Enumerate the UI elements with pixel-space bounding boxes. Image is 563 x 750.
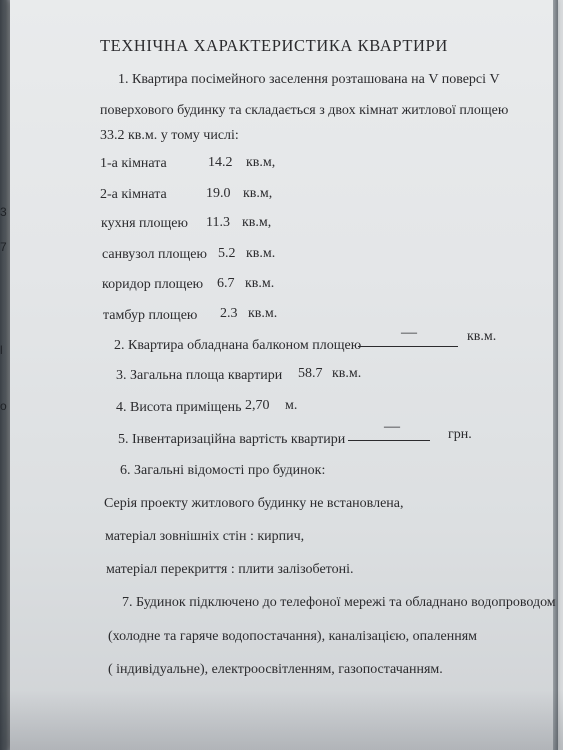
page-edge — [553, 0, 558, 750]
item-5-blank — [348, 418, 430, 446]
margin-mark-1: 3 — [0, 205, 7, 219]
room-1-value: 14.2 — [208, 155, 233, 170]
item-2-unit: кв.м. — [467, 329, 497, 344]
room-5-unit: кв.м. — [245, 276, 275, 291]
room-6-name: тамбур площею — [103, 308, 198, 323]
item-6-line-2: матеріал зовнішніх стін : кирпич, — [105, 529, 305, 544]
paragraph-1-line-3: 33.2 кв.м. у тому числі: — [100, 128, 239, 143]
room-6-value: 2.3 — [220, 306, 238, 321]
paragraph-1-line-2: поверхового будинку та складається з двох кімнат житлової площею — [100, 103, 509, 118]
document-page — [10, 0, 558, 750]
paragraph-1-line-1: 1. Квартира посімейного заселення розташована на V поверсі V — [118, 72, 500, 87]
item-5-label: 5. Інвентаризаційна вартість квартири — [118, 432, 346, 447]
item-6-label: 6. Загальні відомості про будинок: — [120, 463, 326, 478]
room-6-unit: кв.м. — [248, 306, 278, 321]
document-title: ТЕХНІЧНА ХАРАКТЕРИСТИКА КВАРТИРИ — [100, 36, 448, 55]
item-5-dash: — — [384, 418, 400, 435]
item-7-line-2: (холодне та гаряче водопостачання), каналізацією, опаленням — [108, 629, 477, 644]
item-2-label: 2. Квартира обладнана балконом площею — [114, 338, 362, 353]
item-7-line-1: 7. Будинок підключено до телефоної мережі та обладнано водопроводом — [122, 595, 556, 610]
item-4-label: 4. Висота приміщень — [116, 400, 242, 415]
room-4-unit: кв.м. — [246, 246, 276, 261]
item-4-value: 2,70 — [245, 398, 270, 413]
item-6-line-3: матеріал перекриття : плити залізобетоні. — [106, 562, 354, 577]
item-2-blank — [358, 324, 458, 352]
room-3-name: кухня площею — [101, 216, 188, 231]
margin-mark-4: o — [0, 399, 7, 413]
room-2-name: 2-а кімната — [100, 187, 167, 202]
room-4-value: 5.2 — [218, 246, 236, 261]
margin-mark-3: l — [0, 343, 3, 357]
item-2-dash: — — [401, 324, 417, 341]
item-6-line-1: Серія проекту житлового будинку не встановлена, — [104, 496, 404, 511]
item-3-value: 58.7 — [298, 366, 323, 381]
item-5-unit: грн. — [448, 427, 472, 442]
item-7-line-3: ( індивідуальне), електроосвітленням, газопостачанням. — [108, 662, 443, 677]
room-5-name: коридор площею — [102, 277, 204, 292]
room-5-value: 6.7 — [217, 276, 235, 291]
margin-mark-2: 7 — [0, 240, 7, 254]
room-3-value: 11.3 — [206, 215, 230, 230]
item-3-unit: кв.м. — [332, 366, 362, 381]
item-4-unit: м. — [285, 398, 298, 413]
item-3-label: 3. Загальна площа квартири — [116, 368, 283, 383]
room-2-unit: кв.м, — [243, 186, 273, 201]
room-3-unit: кв.м, — [242, 215, 272, 230]
room-1-unit: кв.м, — [246, 155, 276, 170]
room-1-name: 1-а кімната — [100, 156, 167, 171]
room-4-name: санвузол площею — [102, 247, 207, 262]
room-2-value: 19.0 — [206, 186, 231, 201]
